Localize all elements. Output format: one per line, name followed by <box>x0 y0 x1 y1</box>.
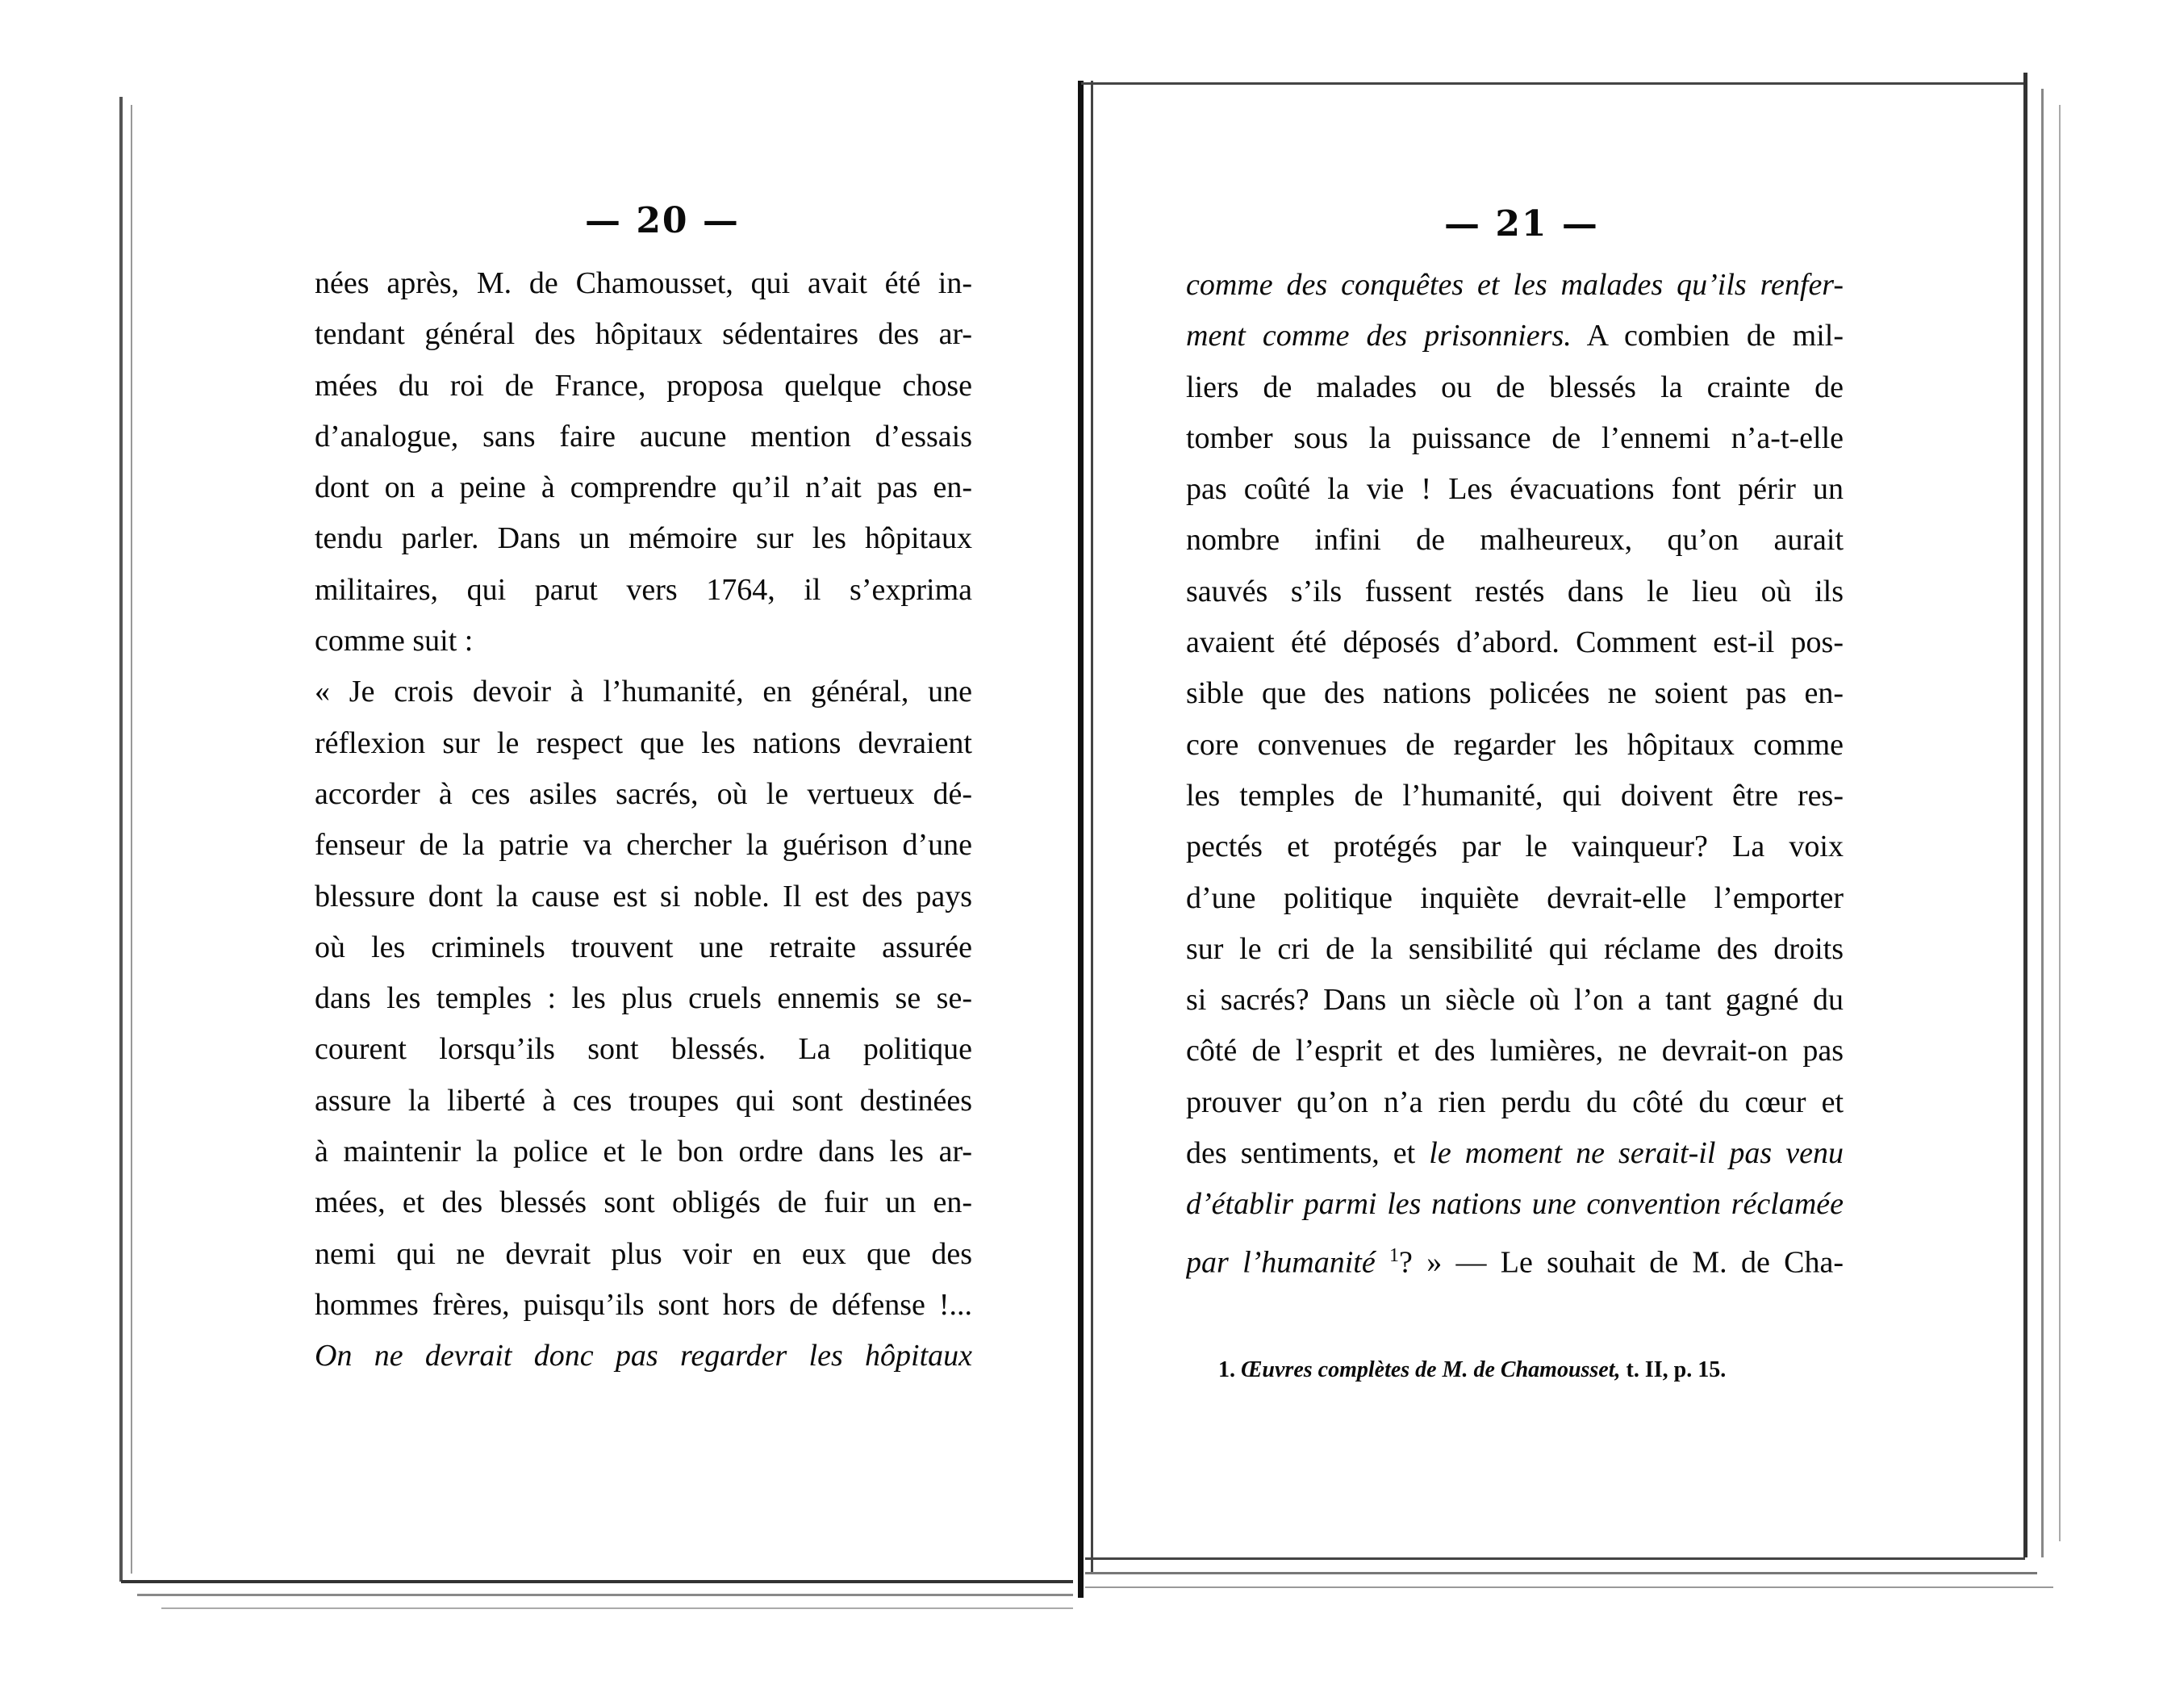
text-line: fenseur de la patrie va chercher la guérison d’une <box>315 828 972 863</box>
left-page-edge-inner <box>131 105 132 1574</box>
text-line: core convenues de regarder les hôpitaux comme <box>1186 727 1844 762</box>
left-page-bottom-edge-3 <box>161 1607 1073 1609</box>
text-line: d’une politique inquiète devrait-elle l’emporter <box>1186 880 1844 915</box>
right-page-bottom-edge <box>1085 1557 2025 1560</box>
text-line: dont on a peine à comprendre qu’il n’ait pas en- <box>315 470 972 505</box>
book-gutter <box>1078 81 1084 1598</box>
text-line: avaient été déposés d’abord. Comment est-il pos- <box>1186 625 1844 660</box>
footnote-number: 1. <box>1218 1357 1235 1382</box>
text-line: prouver qu’on n’a rien perdu du côté du cœur et <box>1186 1085 1844 1119</box>
text-line: pectés et protégés par le vainqueur? La voix <box>1186 830 1844 864</box>
right-page-bottom-edge-3 <box>1085 1586 2053 1588</box>
footnote <box>1218 1357 1831 1383</box>
right-page-top-edge <box>1081 82 2025 85</box>
text-line: pas coûté la vie ! Les évacuations font périr un <box>1186 472 1844 507</box>
text-line: accorder à ces asiles sacrés, où le vertueux dé- <box>315 776 972 811</box>
text-line: tendu parler. Dans un mémoire sur les hôpitaux <box>315 521 972 556</box>
text-line: sible que des nations policées ne soient pas en- <box>1186 676 1844 711</box>
text-line: assure la liberté à ces troupes qui sont destinées <box>315 1083 972 1118</box>
text-line-mixed: des sentiments, et le moment ne serait-il pas venu <box>1186 1136 1844 1171</box>
footnote-reference: t. II, p. 15. <box>1626 1357 1727 1382</box>
text-line-italic: d’établir parmi les nations une convention réclamée <box>1186 1187 1844 1222</box>
left-page-bottom-edge-2 <box>137 1594 1073 1596</box>
text-line: réflexion sur le respect que les nations devraient <box>315 725 972 760</box>
text-line: comme suit : <box>315 624 474 658</box>
page-number-left: — 20 — <box>585 200 740 241</box>
right-page-edge-2 <box>2041 89 2044 1557</box>
text-line: « Je crois devoir à l’humanité, en général, une <box>315 675 972 709</box>
text-line-italic: On ne devrait donc pas regarder les hôpitaux <box>315 1339 972 1373</box>
text-line: sauvés s’ils fussent restés dans le lieu où ils <box>1186 574 1844 608</box>
text-line: où les criminels trouvent une retraite assurée <box>315 930 972 964</box>
text-line: nombre infini de malheureux, qu’on aurait <box>1186 523 1844 558</box>
book-gutter-shadow <box>1091 81 1093 1574</box>
right-page-edge <box>2023 73 2027 1557</box>
text-line-roman-part: des sentiments, et <box>1186 1136 1416 1171</box>
text-line: mées, et des blessés sont obligés de fuir un en- <box>315 1185 972 1220</box>
text-line: à maintenir la police et le bon ordre dans les ar- <box>315 1135 972 1169</box>
text-line: tendant général des hôpitaux sédentaires des ar- <box>315 317 972 352</box>
text-line-italic: comme des conquêtes et les malades qu’ils renfer- <box>1186 268 1844 302</box>
text-line: militaires, qui parut vers 1764, il s’exprima <box>315 572 972 607</box>
text-line: liers de malades ou de blessés la crainte de <box>1186 370 1844 404</box>
text-line-roman-part: A combien de mil- <box>1586 319 1844 353</box>
right-page-edge-3 <box>2059 105 2061 1541</box>
page-number-right: — 21 — <box>1444 203 1599 245</box>
text-line-mixed: par l’humanité $^1$? » — Le souhait de M. de Cha- <box>1186 1244 1844 1280</box>
text-line: sur le cri de la sensibilité qui réclame des droits <box>1186 931 1844 966</box>
text-line: hommes frères, puisqu’ils sont hors de défense !... <box>315 1287 972 1322</box>
text-line: d’analogue, sans faire aucune mention d’essais <box>315 419 972 454</box>
text-line-mixed: ment comme des prisonniers. A combien de mil- <box>1186 319 1844 353</box>
text-line: côté de l’esprit et des lumières, ne devrait-on pas <box>1186 1034 1844 1068</box>
text-line: dans les temples : les plus cruels ennemis se se- <box>315 981 972 1016</box>
text-line: si sacrés? Dans un siècle où l’on a tant gagné du <box>1186 983 1844 1018</box>
left-page-edge <box>119 97 123 1582</box>
text-line-roman-part: ? » — Le souhait de M. de Cha- <box>1399 1245 1844 1280</box>
text-line: courent lorsqu’ils sont blessés. La politique <box>315 1032 972 1067</box>
text-line-source <box>0 0 1 1</box>
right-page-text <box>1186 260 1844 1281</box>
text-line: mées du roi de France, proposa quelque chose <box>315 368 972 403</box>
text-line: blessure dont la cause est si noble. Il est des pays <box>315 879 972 913</box>
text-line: nées après, M. de Chamousset, qui avait été in- <box>315 266 972 300</box>
footnote-title: Œuvres complètes de M. de Chamousset, <box>1241 1357 1621 1382</box>
text-line: tomber sous la puissance de l’ennemi n’a-t-elle <box>1186 420 1844 455</box>
left-page-bottom-edge <box>121 1580 1073 1583</box>
right-page-bottom-edge-2 <box>1085 1572 2037 1574</box>
left-page-text <box>315 258 972 1382</box>
text-line: nemi qui ne devrait plus voir en eux que des <box>315 1236 972 1271</box>
text-line: les temples de l’humanité, qui doivent être res- <box>1186 778 1844 813</box>
